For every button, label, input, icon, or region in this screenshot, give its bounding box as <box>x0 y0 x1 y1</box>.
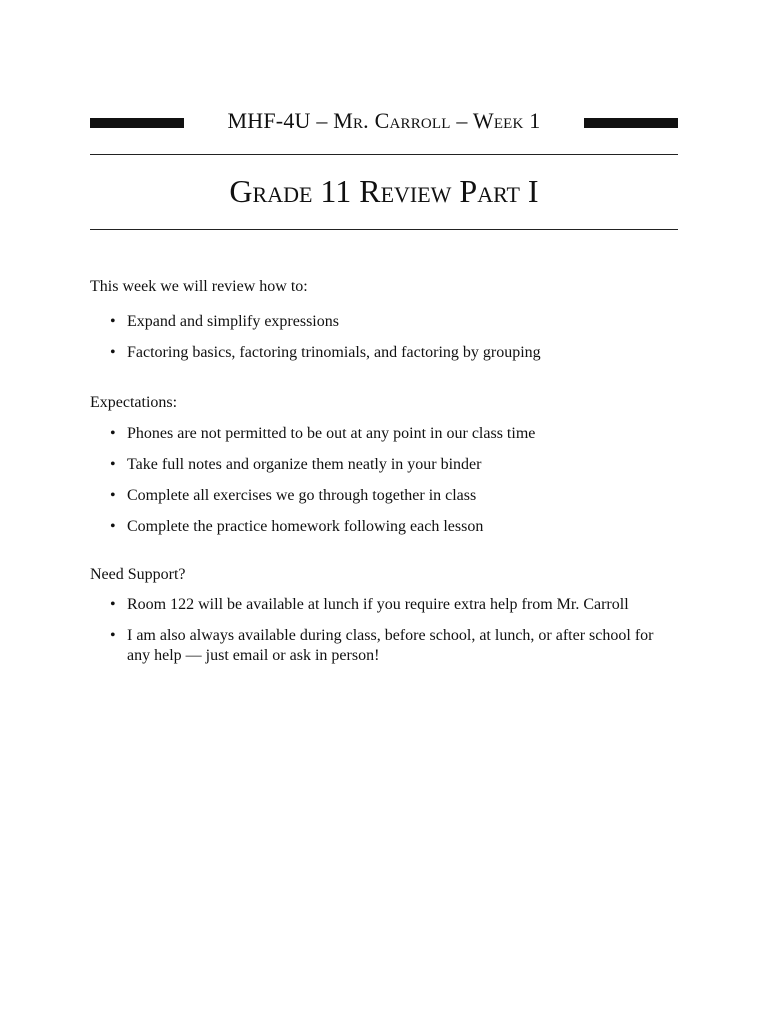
list-item <box>110 595 678 615</box>
support-heading: Need Support? <box>90 566 186 583</box>
list-item-text: Complete all exercises we go through together in class <box>127 487 477 504</box>
title-rule-top <box>90 154 678 155</box>
bullet-icon: • <box>110 456 116 473</box>
bullet-icon: • <box>110 596 116 613</box>
list-item <box>110 517 678 537</box>
course-header <box>90 106 678 138</box>
support-list <box>110 595 678 677</box>
list-item <box>110 424 678 444</box>
list-item-text: Take full notes and organize them neatly in your binder <box>127 456 482 473</box>
list-item-text: Phones are not permitted to be out at any point in our class time <box>127 425 536 442</box>
list-item <box>110 626 678 666</box>
list-item <box>110 312 678 332</box>
bullet-icon: • <box>110 313 116 330</box>
list-item-text: Expand and simplify expressions <box>127 313 339 330</box>
list-item-text: I am also always available during class, before school, at lunch, or after school for any help — just email or ask in person! <box>127 627 654 664</box>
list-item-text: Room 122 will be available at lunch if you require extra help from Mr. Carroll <box>127 596 629 613</box>
bullet-icon: • <box>110 627 116 644</box>
review-topics-list <box>110 312 678 374</box>
expectations-heading: Expectations: <box>90 394 178 411</box>
list-item-text: Complete the practice homework following each lesson <box>127 518 484 535</box>
bullet-icon: • <box>110 344 116 361</box>
list-item <box>110 343 678 363</box>
bullet-icon: • <box>110 425 116 442</box>
list-item <box>110 455 678 475</box>
title-rule-bottom <box>90 229 678 230</box>
page-title: Grade 11 Review Part I <box>229 173 539 209</box>
list-item-text: Factoring basics, factoring trinomials, and factoring by grouping <box>127 344 541 361</box>
course-header-text: MHF-4U – Mr. Carroll – Week 1 <box>227 108 541 133</box>
expectations-list <box>110 424 678 548</box>
review-topics-heading: This week we will review how to: <box>90 278 308 295</box>
list-item <box>110 486 678 506</box>
bullet-icon: • <box>110 518 116 535</box>
bullet-icon: • <box>110 487 116 504</box>
header-bar-right <box>584 118 678 128</box>
